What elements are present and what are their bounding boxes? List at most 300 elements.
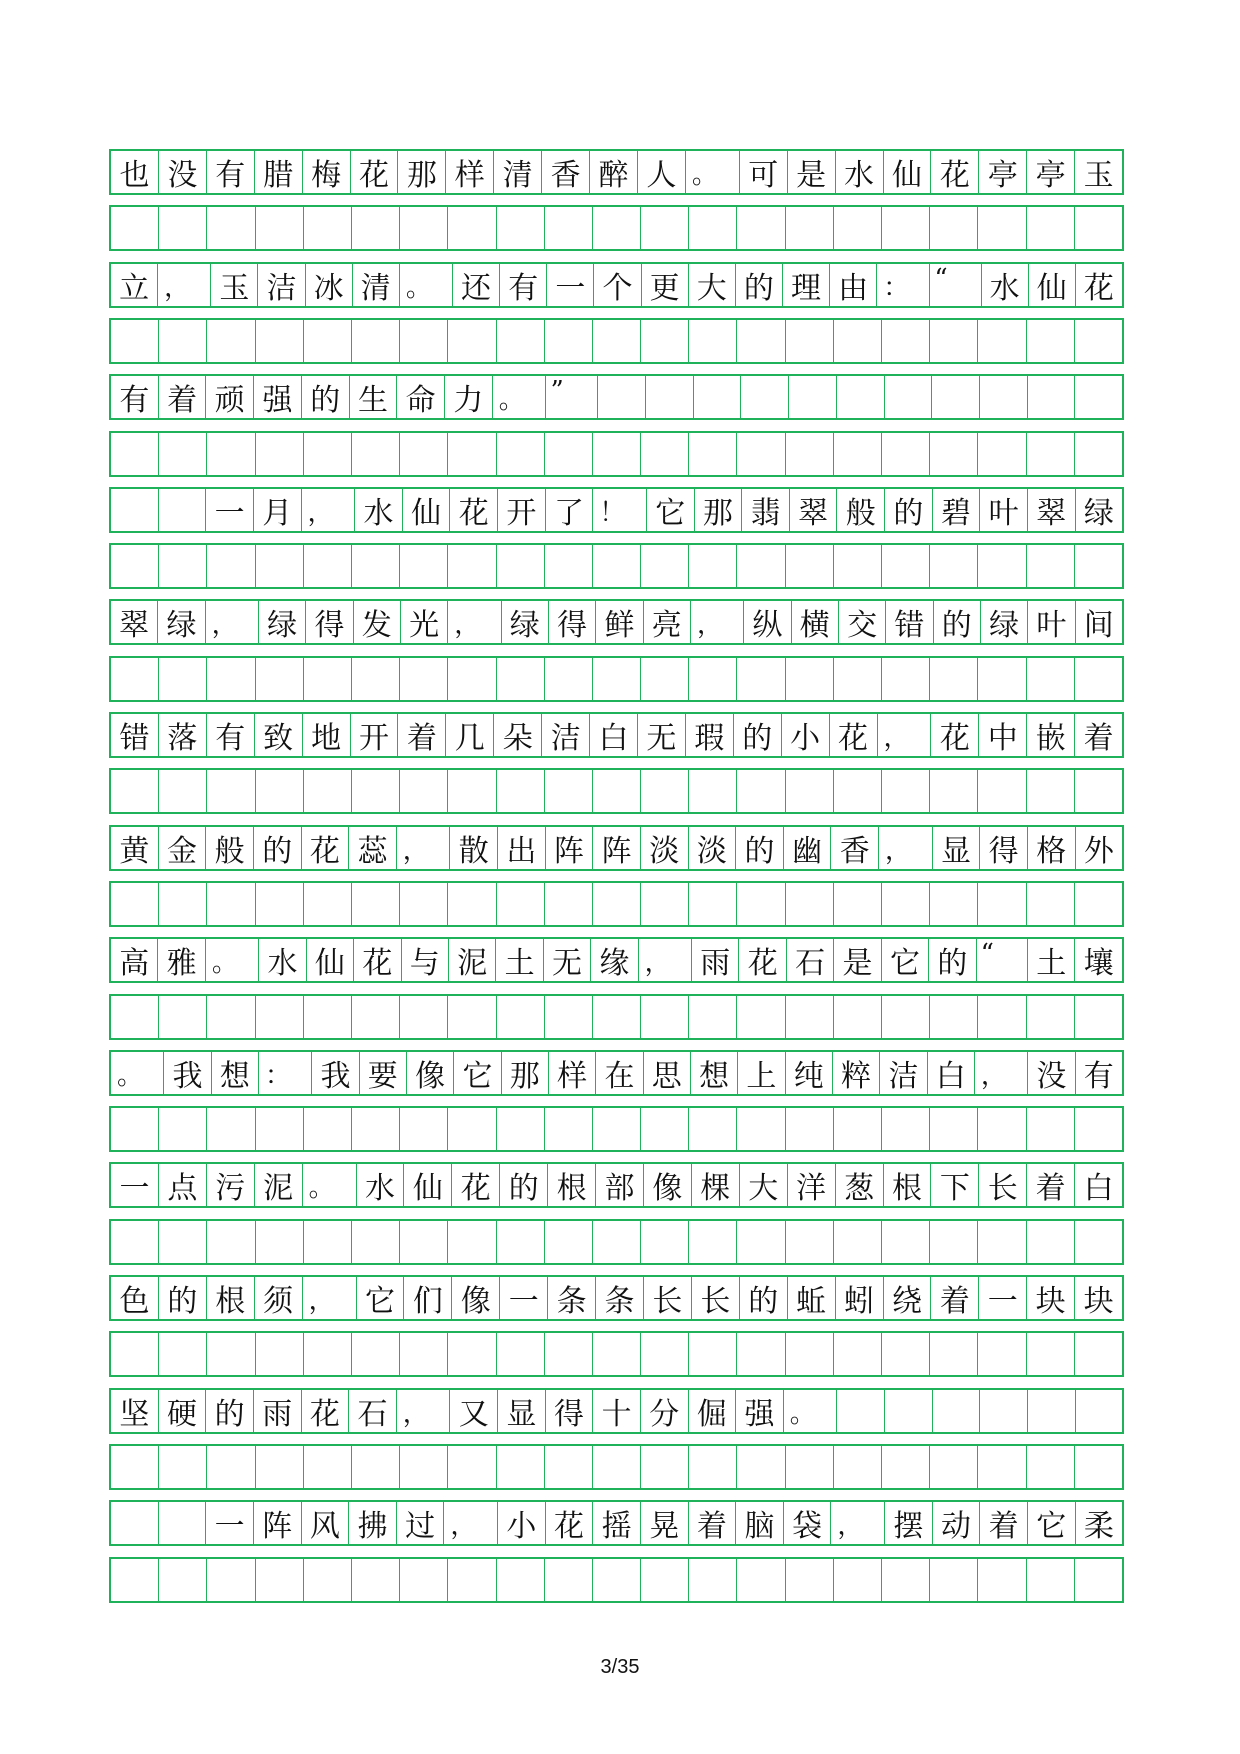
grid-cell: 花 bbox=[931, 151, 979, 193]
grid-cell: 上 bbox=[738, 1052, 785, 1094]
grid-cell: 们 bbox=[404, 1277, 452, 1319]
blank-grid-cell bbox=[1027, 1446, 1075, 1488]
grid-cell: 晃 bbox=[641, 1502, 689, 1544]
blank-grid-cell bbox=[111, 1446, 159, 1488]
blank-grid-cell bbox=[400, 545, 448, 587]
grid-cell: 花 bbox=[302, 1390, 350, 1432]
blank-row bbox=[109, 881, 1124, 927]
blank-grid-cell bbox=[882, 770, 930, 812]
grid-cell: 一 bbox=[500, 1277, 548, 1319]
grid-cell: 石 bbox=[349, 1390, 397, 1432]
blank-grid-cell bbox=[545, 320, 593, 362]
blank-grid-cell bbox=[256, 996, 304, 1038]
grid-cell: 外 bbox=[1083, 833, 1114, 869]
text-row bbox=[109, 599, 1124, 645]
grid-cell: ， bbox=[444, 1502, 498, 1544]
blank-grid-cell bbox=[497, 996, 545, 1038]
grid-cell: 一 bbox=[979, 1277, 1027, 1319]
blank-grid-cell bbox=[111, 658, 159, 700]
grid-cell: 那 bbox=[502, 1052, 549, 1094]
blank-grid-cell bbox=[882, 883, 930, 925]
grid-cell: 想 bbox=[691, 1052, 738, 1094]
grid-cell bbox=[837, 1390, 885, 1432]
grid-cell: ， bbox=[448, 601, 501, 643]
blank-grid-cell bbox=[930, 658, 978, 700]
blank-grid-cell bbox=[737, 1446, 785, 1488]
blank-grid-cell bbox=[689, 1446, 737, 1488]
blank-grid-cell bbox=[352, 1221, 400, 1263]
grid-cell: 长 bbox=[692, 1277, 740, 1319]
blank-grid-cell bbox=[304, 1446, 352, 1488]
text-row bbox=[109, 1050, 1124, 1096]
grid-cell: 着 bbox=[1083, 721, 1114, 756]
grid-cell: 生 bbox=[350, 376, 398, 418]
grid-cell: 清 bbox=[353, 264, 400, 306]
grid-cell: 落 bbox=[159, 714, 207, 756]
blank-grid-cell bbox=[159, 1446, 207, 1488]
blank-grid-cell bbox=[545, 207, 593, 249]
grid-cell: 翠 bbox=[1028, 489, 1076, 531]
blank-grid-cell bbox=[448, 320, 496, 362]
grid-cell: 般 bbox=[206, 827, 254, 869]
grid-cell: 雨 bbox=[254, 1390, 302, 1432]
blank-grid-cell bbox=[786, 320, 834, 362]
blank-grid-cell bbox=[978, 883, 1026, 925]
blank-grid-cell bbox=[641, 770, 689, 812]
grid-cell: “ bbox=[977, 939, 1028, 981]
blank-grid-cell bbox=[400, 433, 448, 475]
grid-cell: 亮 bbox=[644, 601, 691, 643]
grid-cell: 强 bbox=[254, 376, 302, 418]
grid-cell: 过 bbox=[397, 1502, 445, 1544]
grid-cell: 有 bbox=[111, 376, 159, 418]
grid-cell: 阵 bbox=[593, 827, 641, 869]
blank-grid-cell bbox=[930, 433, 978, 475]
grid-cell: 玉 bbox=[1083, 158, 1114, 193]
blank-grid-cell bbox=[207, 545, 255, 587]
grid-cell: 鲜 bbox=[596, 601, 643, 643]
text-row bbox=[109, 825, 1124, 871]
blank-grid-cell bbox=[786, 770, 834, 812]
blank-grid-cell bbox=[545, 1108, 593, 1150]
grid-cell: 长 bbox=[644, 1277, 692, 1319]
blank-grid-cell bbox=[978, 433, 1026, 475]
grid-cell: 高 bbox=[111, 939, 158, 981]
blank-grid-cell bbox=[930, 207, 978, 249]
grid-cell bbox=[741, 376, 789, 418]
blank-grid-cell bbox=[448, 1446, 496, 1488]
blank-row bbox=[109, 1106, 1124, 1152]
blank-row bbox=[109, 543, 1124, 589]
grid-cell: 碧 bbox=[933, 489, 981, 531]
grid-cell: 水 bbox=[355, 489, 403, 531]
grid-cell: 显 bbox=[498, 1390, 546, 1432]
blank-grid-cell bbox=[256, 770, 304, 812]
grid-cell: 花 bbox=[450, 489, 498, 531]
blank-grid-cell bbox=[497, 320, 545, 362]
grid-cell: 像 bbox=[407, 1052, 454, 1094]
blank-grid-cell bbox=[834, 320, 882, 362]
grid-cell: 样 bbox=[446, 151, 494, 193]
grid-cell: ， bbox=[975, 1052, 1028, 1094]
blank-grid-cell bbox=[930, 1108, 978, 1150]
blank-grid-cell bbox=[834, 658, 882, 700]
blank-grid-cell bbox=[400, 658, 448, 700]
grid-cell: 水 bbox=[259, 939, 306, 981]
grid-cell: 也 bbox=[111, 151, 159, 193]
grid-cell: 立 bbox=[111, 264, 158, 306]
blank-grid-cell bbox=[978, 658, 1026, 700]
grid-cell: 柔 bbox=[1083, 1509, 1114, 1545]
blank-grid-cell bbox=[882, 996, 930, 1038]
grid-cell: 没 bbox=[1028, 1052, 1075, 1094]
grid-cell: 叶 bbox=[980, 489, 1028, 531]
grid-cell: 命 bbox=[397, 376, 445, 418]
grid-cell: 点 bbox=[159, 1164, 207, 1206]
blank-grid-cell bbox=[978, 1108, 1026, 1150]
grid-cell: 醉 bbox=[590, 151, 638, 193]
blank-grid-cell bbox=[256, 1559, 304, 1601]
blank-grid-cell bbox=[737, 545, 785, 587]
grid-cell: 条 bbox=[596, 1277, 644, 1319]
blank-row bbox=[109, 994, 1124, 1040]
grid-cell: 绿 bbox=[158, 601, 205, 643]
blank-grid-cell bbox=[689, 433, 737, 475]
grid-cell: 淡 bbox=[689, 827, 737, 869]
grid-cell bbox=[1076, 1390, 1123, 1432]
blank-grid-cell bbox=[882, 545, 930, 587]
grid-cell: 。 bbox=[111, 1052, 164, 1094]
blank-grid-cell bbox=[448, 1559, 496, 1601]
grid-cell: 洋 bbox=[788, 1164, 836, 1206]
grid-cell: 发 bbox=[354, 601, 401, 643]
blank-grid-cell bbox=[786, 1221, 834, 1263]
grid-cell: 的 bbox=[734, 714, 782, 756]
blank-grid-cell bbox=[1075, 1333, 1122, 1375]
blank-grid-cell bbox=[689, 1108, 737, 1150]
blank-grid-cell bbox=[497, 658, 545, 700]
grid-cell: 错 bbox=[886, 601, 933, 643]
blank-grid-cell bbox=[1075, 1446, 1122, 1488]
blank-grid-cell bbox=[1027, 545, 1075, 587]
grid-cell bbox=[933, 1390, 981, 1432]
grid-cell: 着 bbox=[931, 1277, 979, 1319]
grid-cell: 般 bbox=[837, 489, 885, 531]
grid-cell: 。 bbox=[493, 376, 547, 418]
grid-cell: 水 bbox=[357, 1164, 405, 1206]
blank-grid-cell bbox=[882, 433, 930, 475]
grid-cell: 无 bbox=[544, 939, 591, 981]
text-row bbox=[109, 1388, 1124, 1434]
grid-cell: 花 bbox=[931, 714, 979, 756]
blank-grid-cell bbox=[1027, 883, 1075, 925]
blank-grid-cell bbox=[737, 1221, 785, 1263]
grid-cell: 白 bbox=[590, 714, 638, 756]
text-row bbox=[109, 262, 1124, 308]
grid-cell: 花 bbox=[354, 939, 401, 981]
grid-cell: 花 bbox=[739, 939, 786, 981]
blank-grid-cell bbox=[256, 1446, 304, 1488]
grid-cell: 。 bbox=[303, 1164, 357, 1206]
grid-cell: 可 bbox=[740, 151, 788, 193]
blank-grid-cell bbox=[111, 996, 159, 1038]
grid-cell: 污 bbox=[207, 1164, 255, 1206]
blank-grid-cell bbox=[882, 658, 930, 700]
blank-grid-cell bbox=[930, 320, 978, 362]
blank-grid-cell bbox=[737, 1333, 785, 1375]
blank-grid-cell bbox=[159, 883, 207, 925]
grid-cell: 小 bbox=[498, 1502, 546, 1544]
blank-grid-cell bbox=[978, 1559, 1026, 1601]
grid-cell: ： bbox=[259, 1052, 312, 1094]
blank-grid-cell bbox=[256, 1221, 304, 1263]
blank-grid-cell bbox=[978, 996, 1026, 1038]
grid-cell: 要 bbox=[360, 1052, 407, 1094]
grid-cell: 下 bbox=[931, 1164, 979, 1206]
blank-grid-cell bbox=[978, 770, 1026, 812]
blank-grid-cell bbox=[737, 996, 785, 1038]
blank-grid-cell bbox=[737, 770, 785, 812]
grid-cell: ， bbox=[397, 827, 451, 869]
blank-grid-cell bbox=[256, 320, 304, 362]
grid-cell bbox=[598, 376, 646, 418]
grid-cell: 的 bbox=[206, 1390, 254, 1432]
grid-cell: 洁 bbox=[258, 264, 305, 306]
grid-cell: 石 bbox=[787, 939, 834, 981]
grid-cell: 土 bbox=[1028, 939, 1075, 981]
grid-cell: 间 bbox=[1083, 608, 1114, 644]
grid-cell: 的 bbox=[500, 1164, 548, 1206]
grid-cell: 朵 bbox=[494, 714, 542, 756]
blank-grid-cell bbox=[497, 1333, 545, 1375]
blank-grid-cell bbox=[786, 545, 834, 587]
grid-cell: 仙 bbox=[1029, 264, 1076, 306]
grid-cell: 泥 bbox=[449, 939, 496, 981]
blank-grid-cell bbox=[545, 545, 593, 587]
blank-grid-cell bbox=[1075, 545, 1122, 587]
grid-cell: 仙 bbox=[884, 151, 932, 193]
grid-cell: 几 bbox=[446, 714, 494, 756]
blank-grid-cell bbox=[497, 433, 545, 475]
blank-grid-cell bbox=[352, 1108, 400, 1150]
blank-grid-cell bbox=[497, 1108, 545, 1150]
grid-cell: 梅 bbox=[303, 151, 351, 193]
grid-cell: 阵 bbox=[546, 827, 594, 869]
blank-grid-cell bbox=[448, 996, 496, 1038]
grid-cell: ， bbox=[303, 1277, 357, 1319]
blank-grid-cell bbox=[545, 996, 593, 1038]
grid-cell: 的 bbox=[740, 1277, 788, 1319]
grid-cell: 须 bbox=[255, 1277, 303, 1319]
blank-grid-cell bbox=[448, 883, 496, 925]
grid-cell: 袋 bbox=[784, 1502, 832, 1544]
blank-grid-cell bbox=[304, 996, 352, 1038]
grid-cell bbox=[789, 376, 837, 418]
blank-grid-cell bbox=[207, 996, 255, 1038]
grid-cell: 壤 bbox=[1083, 946, 1114, 982]
blank-grid-cell bbox=[400, 1333, 448, 1375]
grid-cell: ， bbox=[397, 1390, 451, 1432]
grid-cell: 花 bbox=[1083, 270, 1114, 306]
grid-cell: ， bbox=[831, 1502, 885, 1544]
grid-cell: 了 bbox=[546, 489, 594, 531]
grid-cell: 的 bbox=[736, 827, 784, 869]
grid-cell: 。 bbox=[206, 939, 259, 981]
grid-cell bbox=[111, 1502, 159, 1544]
grid-cell: 的 bbox=[254, 827, 302, 869]
grid-cell bbox=[111, 489, 159, 531]
grid-cell: 翠 bbox=[111, 601, 158, 643]
text-row bbox=[109, 1275, 1124, 1321]
blank-grid-cell bbox=[689, 658, 737, 700]
blank-grid-cell bbox=[352, 545, 400, 587]
blank-grid-cell bbox=[786, 1333, 834, 1375]
grid-cell: 格 bbox=[1028, 827, 1076, 869]
grid-cell bbox=[885, 376, 933, 418]
blank-grid-cell bbox=[689, 883, 737, 925]
blank-grid-cell bbox=[786, 207, 834, 249]
blank-grid-cell bbox=[256, 883, 304, 925]
blank-grid-cell bbox=[882, 1108, 930, 1150]
grid-cell: 是 bbox=[834, 939, 881, 981]
blank-grid-cell bbox=[159, 1559, 207, 1601]
blank-grid-cell bbox=[1075, 1108, 1122, 1150]
blank-grid-cell bbox=[497, 1221, 545, 1263]
grid-cell: 小 bbox=[782, 714, 830, 756]
blank-grid-cell bbox=[737, 320, 785, 362]
grid-cell: 白 bbox=[928, 1052, 975, 1094]
blank-grid-cell bbox=[448, 433, 496, 475]
grid-cell: 得 bbox=[980, 827, 1028, 869]
grid-cell: 粹 bbox=[833, 1052, 880, 1094]
grid-cell: 得 bbox=[306, 601, 353, 643]
grid-cell: 土 bbox=[496, 939, 543, 981]
grid-cell: 葱 bbox=[836, 1164, 884, 1206]
grid-cell: 动 bbox=[933, 1502, 981, 1544]
blank-grid-cell bbox=[207, 883, 255, 925]
blank-grid-cell bbox=[159, 320, 207, 362]
grid-cell: 雨 bbox=[692, 939, 739, 981]
grid-cell: 花 bbox=[830, 714, 878, 756]
blank-grid-cell bbox=[930, 770, 978, 812]
blank-grid-cell bbox=[641, 1333, 689, 1375]
blank-grid-cell bbox=[737, 658, 785, 700]
blank-grid-cell bbox=[1075, 996, 1122, 1038]
blank-grid-cell bbox=[256, 433, 304, 475]
grid-cell: 大 bbox=[740, 1164, 788, 1206]
blank-grid-cell bbox=[400, 770, 448, 812]
blank-grid-cell bbox=[882, 207, 930, 249]
blank-grid-cell bbox=[930, 1446, 978, 1488]
blank-grid-cell bbox=[207, 658, 255, 700]
grid-cell: 缘 bbox=[591, 939, 638, 981]
blank-grid-cell bbox=[304, 1108, 352, 1150]
grid-cell: ， bbox=[691, 601, 744, 643]
blank-grid-cell bbox=[978, 545, 1026, 587]
grid-cell bbox=[159, 489, 207, 531]
blank-grid-cell bbox=[1075, 207, 1122, 249]
blank-grid-cell bbox=[304, 1333, 352, 1375]
grid-cell: 水 bbox=[982, 264, 1029, 306]
blank-grid-cell bbox=[834, 433, 882, 475]
blank-grid-cell bbox=[400, 1221, 448, 1263]
blank-grid-cell bbox=[304, 207, 352, 249]
blank-grid-cell bbox=[352, 433, 400, 475]
blank-grid-cell bbox=[352, 1559, 400, 1601]
blank-grid-cell bbox=[352, 658, 400, 700]
blank-grid-cell bbox=[448, 1108, 496, 1150]
grid-cell: 绿 bbox=[502, 601, 549, 643]
grid-cell: ， bbox=[878, 714, 932, 756]
grid-cell: 十 bbox=[593, 1390, 641, 1432]
grid-cell bbox=[980, 376, 1028, 418]
blank-grid-cell bbox=[400, 883, 448, 925]
grid-cell: 它 bbox=[647, 489, 695, 531]
grid-cell: 着 bbox=[689, 1502, 737, 1544]
grid-cell: 根 bbox=[548, 1164, 596, 1206]
blank-grid-cell bbox=[159, 207, 207, 249]
grid-cell: 有 bbox=[500, 264, 547, 306]
blank-grid-cell bbox=[159, 658, 207, 700]
grid-cell: 翡 bbox=[742, 489, 790, 531]
grid-cell: 又 bbox=[450, 1390, 498, 1432]
grid-cell: 色 bbox=[111, 1277, 159, 1319]
blank-grid-cell bbox=[545, 1559, 593, 1601]
blank-grid-cell bbox=[497, 883, 545, 925]
grid-cell: 亭 bbox=[979, 151, 1027, 193]
grid-cell: 一 bbox=[206, 489, 254, 531]
blank-grid-cell bbox=[882, 320, 930, 362]
blank-row bbox=[109, 768, 1124, 814]
blank-grid-cell bbox=[1027, 1108, 1075, 1150]
blank-grid-cell bbox=[304, 1559, 352, 1601]
grid-cell: 一 bbox=[111, 1164, 159, 1206]
blank-grid-cell bbox=[400, 1559, 448, 1601]
blank-grid-cell bbox=[930, 545, 978, 587]
grid-cell: 中 bbox=[979, 714, 1027, 756]
blank-grid-cell bbox=[593, 1333, 641, 1375]
grid-cell: 幽 bbox=[784, 827, 832, 869]
grid-cell: 风 bbox=[302, 1502, 350, 1544]
blank-grid-cell bbox=[689, 996, 737, 1038]
grid-cell: 摇 bbox=[593, 1502, 641, 1544]
blank-grid-cell bbox=[882, 1333, 930, 1375]
blank-grid-cell bbox=[689, 320, 737, 362]
grid-cell bbox=[1028, 376, 1076, 418]
grid-cell: 的 bbox=[159, 1277, 207, 1319]
blank-grid-cell bbox=[978, 1221, 1026, 1263]
blank-grid-cell bbox=[641, 658, 689, 700]
grid-cell: 一 bbox=[206, 1502, 254, 1544]
blank-grid-cell bbox=[593, 207, 641, 249]
grid-cell: 像 bbox=[452, 1277, 500, 1319]
blank-grid-cell bbox=[1075, 1221, 1122, 1263]
blank-grid-cell bbox=[159, 545, 207, 587]
blank-grid-cell bbox=[689, 545, 737, 587]
grid-cell: 脑 bbox=[736, 1502, 784, 1544]
blank-grid-cell bbox=[786, 1108, 834, 1150]
grid-cell: 白 bbox=[1083, 1171, 1114, 1207]
blank-grid-cell bbox=[737, 1108, 785, 1150]
blank-grid-cell bbox=[834, 1221, 882, 1263]
grid-cell: 花 bbox=[351, 151, 399, 193]
grid-cell: 出 bbox=[498, 827, 546, 869]
blank-grid-cell bbox=[448, 1333, 496, 1375]
grid-cell: 样 bbox=[549, 1052, 596, 1094]
grid-cell: 错 bbox=[111, 714, 159, 756]
grid-cell bbox=[646, 376, 694, 418]
blank-grid-cell bbox=[1027, 770, 1075, 812]
